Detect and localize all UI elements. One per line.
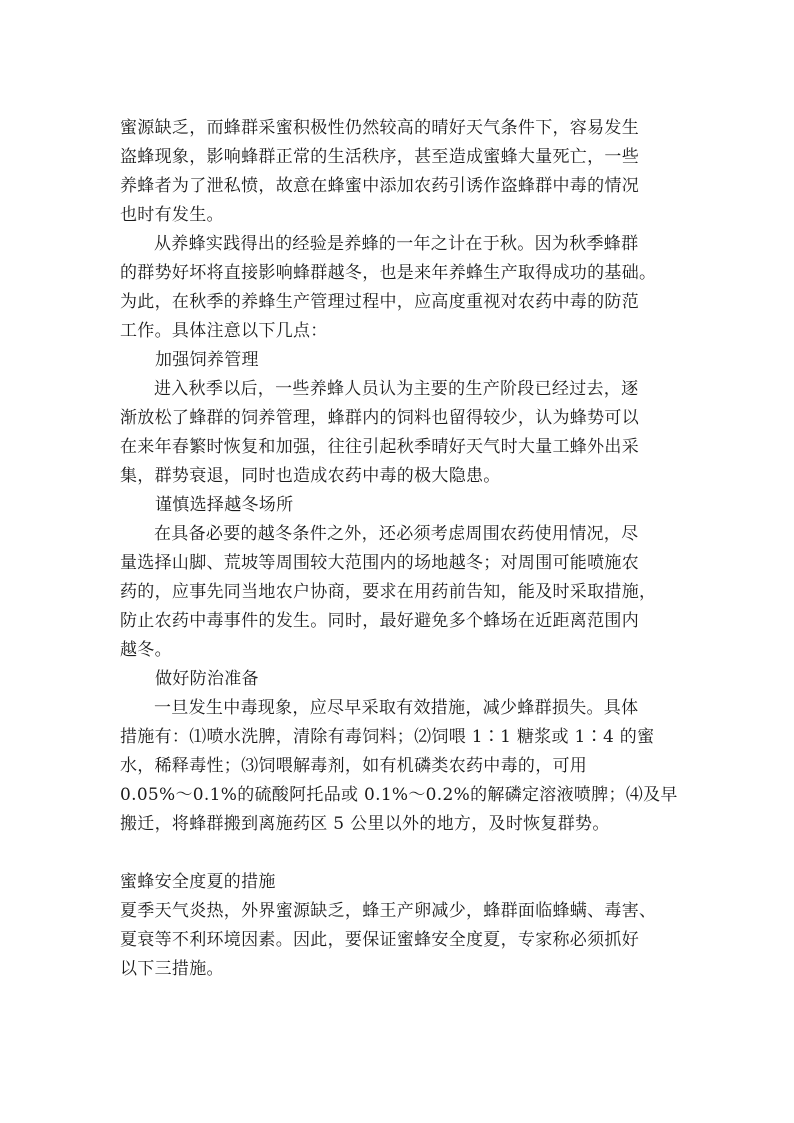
paragraph-line: 水，稀释毒性；⑶饲喂解毒剂，如有机磷类农药中毒的，可用 <box>120 756 588 776</box>
paragraph-line: 夏衰等不利环境因素。因此，要保证蜜蜂安全度夏，专家称必须抓好 <box>120 930 639 950</box>
paragraph-line: 也时有发生。 <box>120 205 224 225</box>
paragraph-line: 为此，在秋季的养蜂生产管理过程中，应高度重视对农药中毒的防范 <box>120 292 639 312</box>
paragraph-line: 在来年春繁时恢复和加强，往往引起秋季晴好天气时大量工蜂外出采 <box>120 437 639 457</box>
paragraph-line: 搬迁，将蜂群搬到离施药区 5 公里以外的地方，及时恢复群势。 <box>120 814 610 834</box>
paragraph-line: 夏季天气炎热，外界蜜源缺乏，蜂王产卵减少，蜂群面临蜂螨、毒害、 <box>120 901 657 921</box>
paragraph-line: 的群势好坏将直接影响蜂群越冬，也是来年养蜂生产取得成功的基础。 <box>120 263 657 283</box>
paragraph-line: 盗蜂现象，影响蜂群正常的生活秩序，甚至造成蜜蜂大量死亡，一些 <box>120 147 639 167</box>
paragraph-line: 从养蜂实践得出的经验是养蜂的一年之计在于秋。因为秋季蜂群 <box>154 234 639 254</box>
paragraph-line: 进入秋季以后，一些养蜂人员认为主要的生产阶段已经过去，逐 <box>154 379 639 399</box>
section-heading: 加强饲养管理 <box>155 350 259 370</box>
paragraph-line: 渐放松了蜂群的饲养管理，蜂群内的饲料也留得较少，认为蜂势可以 <box>120 408 639 428</box>
paragraph-line: 以下三措施。 <box>120 959 224 979</box>
paragraph-line: 措施有：⑴喷水洗脾，清除有毒饲料；⑵饲喂 1∶1 糖浆或 1∶4 的蜜 <box>120 727 655 747</box>
section-title: 蜜蜂安全度夏的措施 <box>120 872 276 892</box>
paragraph-line: 工作。具体注意以下几点： <box>120 321 328 341</box>
paragraph-line: 养蜂者为了泄私愤，故意在蜂蜜中添加农药引诱作盗蜂群中毒的情况 <box>120 176 639 196</box>
paragraph-line: 防止农药中毒事件的发生。同时，最好避免多个蜂场在近距离范围内 <box>120 611 639 631</box>
paragraph-line: 量选择山脚、荒坡等周围较大范围内的场地越冬；对周围可能喷施农 <box>120 553 639 573</box>
section-heading: 做好防治准备 <box>155 669 259 689</box>
paragraph-line: 集，群势衰退，同时也造成农药中毒的极大隐患。 <box>120 466 501 486</box>
paragraph-line: 0.05%～0.1%的硫酸阿托品或 0.1%～0.2%的解磷定溶液喷脾；⑷及早 <box>120 785 678 805</box>
section-heading: 谨慎选择越冬场所 <box>155 495 294 515</box>
paragraph-line: 在具备必要的越冬条件之外，还必须考虑周围农药使用情况，尽 <box>154 524 639 544</box>
paragraph-line: 蜜源缺乏，而蜂群采蜜积极性仍然较高的晴好天气条件下，容易发生 <box>120 118 639 138</box>
paragraph-line: 越冬。 <box>120 640 172 660</box>
paragraph-line: 一旦发生中毒现象，应尽早采取有效措施，减少蜂群损失。具体 <box>154 698 639 718</box>
paragraph-line: 药的，应事先同当地农户协商，要求在用药前告知，能及时采取措施， <box>120 582 657 602</box>
